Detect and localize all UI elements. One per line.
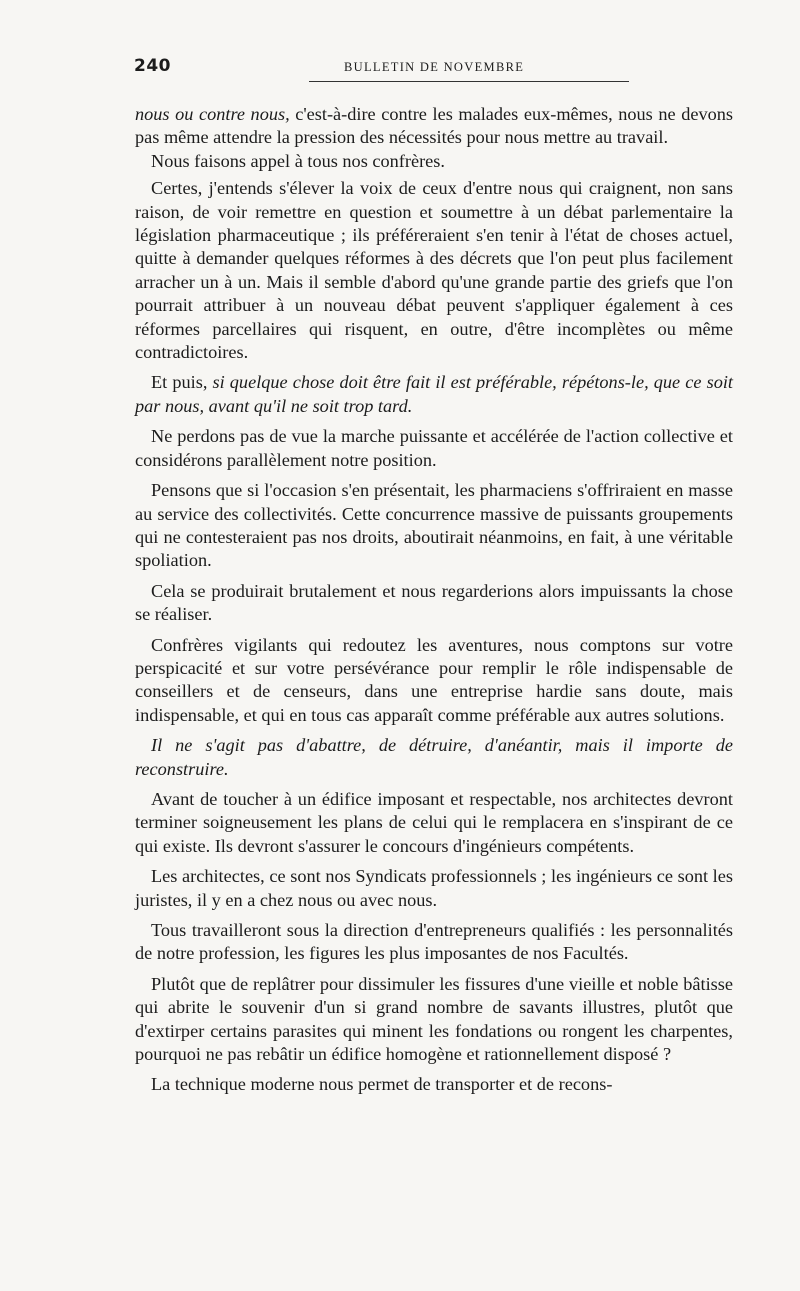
paragraph xyxy=(135,371,733,418)
paragraph-italic: Il ne s'agit pas d'abattre, de détruire, d'anéantir, mais il importe de reconstruire. xyxy=(135,735,733,779)
paragraph: Confrères vigilants qui redoutez les aventures, nous comptons sur votre perspicacité et sur votre persévérance pour remplir le rôle indispensable de conseillers et de censeurs, dans une entreprise hardie sans doute, mais indispensable, et qui en tous cas apparaît comme préférable aux autres solutions. xyxy=(135,634,733,725)
header-rule xyxy=(309,81,629,82)
paragraph: La technique moderne nous permet de transporter et de recons- xyxy=(151,1074,613,1095)
paragraph-italic-run: nous ou contre nous, xyxy=(135,104,290,124)
page-header xyxy=(134,54,734,84)
paragraph: Ne perdons pas de vue la marche puissante et accélérée de l'action collective et considérons parallèlement notre position. xyxy=(135,426,733,470)
paragraph: Tous travailleront sous la direction d'entrepreneurs qualifiés : les personnalités de notre profession, les figures les plus imposantes de nos Facultés. xyxy=(135,920,733,964)
page-number: 240 xyxy=(134,56,171,76)
paragraph: Pensons que si l'occasion s'en présentait, les pharmaciens s'offriraient en masse au service des collectivités. Cette concurrence massive de puissants groupements qui ne contesteraient pas nos droits, aboutirait néanmoins, en fait, à une véritable spoliation. xyxy=(135,480,733,571)
paragraph: Cela se produirait brutalement et nous regarderions alors impuissants la chose se réaliser. xyxy=(135,580,733,625)
paragraph-run: c'est-à-dire contre les malades eux-mêmes, nous ne devons pas même attendre la pression des nécessités pour nous mettre au travail. xyxy=(135,104,733,148)
running-title: BULLETIN DE NOVEMBRE xyxy=(344,60,525,74)
paragraph xyxy=(135,103,733,150)
paragraph: Plutôt que de replâtrer pour dissimuler les fissures d'une vieille et noble bâtisse qui abrite le souvenir d'un si grand nombre de savants illustres, plutôt que d'extirper certains parasites qui minent les fondations ou rongent les charpentes, pourquoi ne pas rebâtir un édifice homogène et rationnellement disposé ? xyxy=(135,973,733,1065)
paragraph: Nous faisons appel à tous nos confrères. xyxy=(151,150,445,171)
paragraph-run: Et puis, xyxy=(151,372,213,393)
paragraph: Les architectes, ce sont nos Syndicats professionnels ; les ingénieurs ce sont les juristes, il y en a chez nous ou avec nous. xyxy=(135,866,733,910)
paragraph: Certes, j'entends s'élever la voix de ceux d'entre nous qui craignent, non sans raison, de voir remettre en question et soumettre à un débat parlementaire la législation pharmaceutique ; ils préféreraient s'en tenir à l'état de choses actuel, quitte à demander quelques réformes à des décrets que l'on peut plus facilement arracher un à un. Mais il semble d'abord qu'une grande partie des griefs que l'on pourrait attribuer à un nouveau débat peuvent s'appliquer également à ces réformes parcellaires qui risquent, en outre, d'être incomplètes ou même contradictoires. xyxy=(135,178,733,363)
paragraph-italic-run: si quelque chose doit être fait il est préférable, répétons-le, que ce soit par nous, avant qu'il ne soit trop tard. xyxy=(135,372,733,416)
paragraph: Avant de toucher à un édifice imposant et respectable, nos architectes devront terminer soigneusement les plans de celui qui le remplacera en s'inspirant de ce qui existe. Ils devront s'assurer le concours d'ingénieurs compétents. xyxy=(135,788,733,856)
body-text xyxy=(135,103,733,1097)
